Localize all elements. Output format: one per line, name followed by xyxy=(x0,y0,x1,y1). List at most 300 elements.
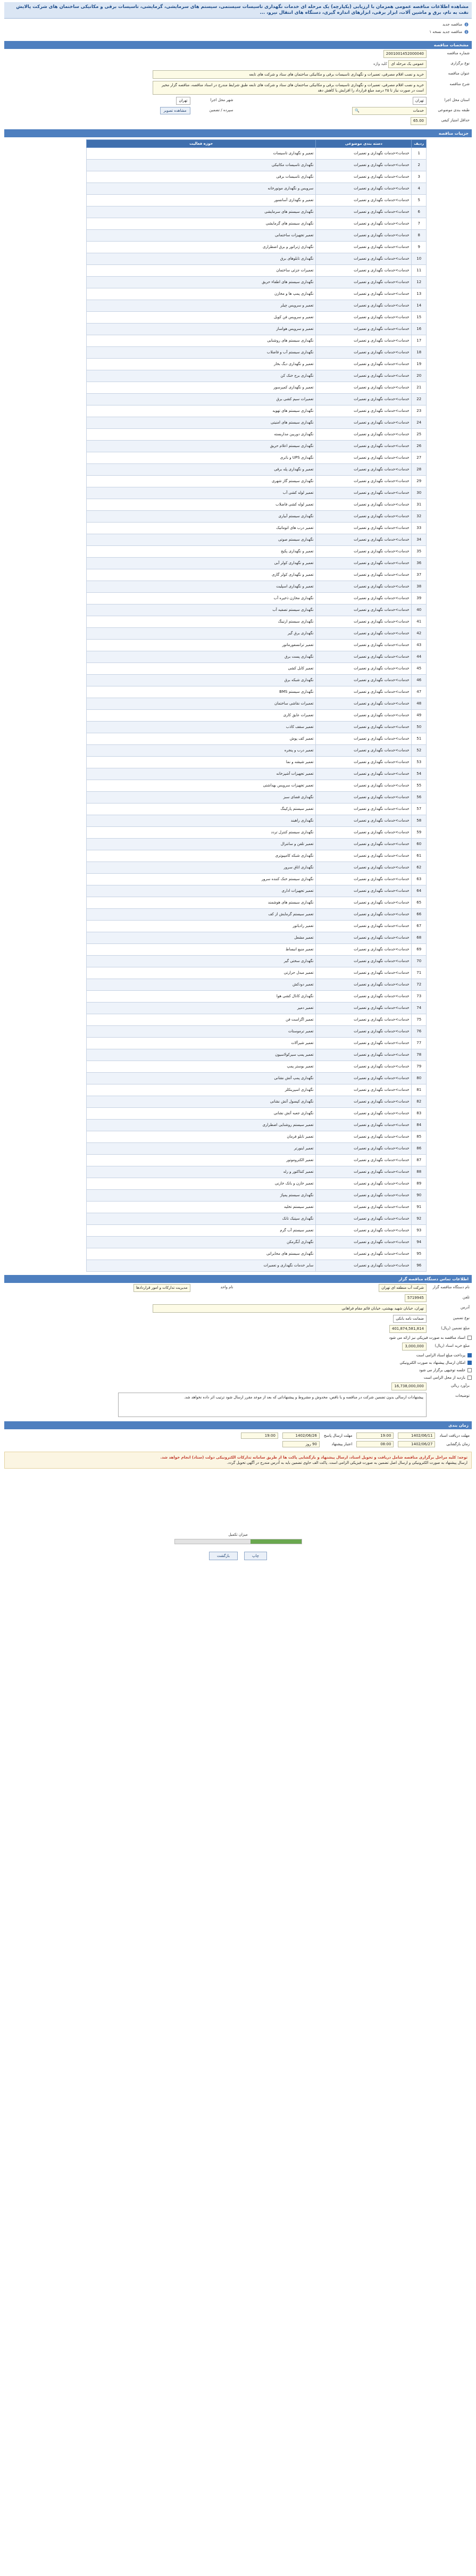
row-group: خدمات>خدمات نگهداری و تعمیرات xyxy=(316,780,412,792)
table-row xyxy=(87,312,427,324)
table-row xyxy=(87,675,427,686)
row-class: نگهداری آبگرمکن xyxy=(87,1237,316,1248)
row-index: 32 xyxy=(412,511,427,523)
row-group: خدمات>خدمات نگهداری و تعمیرات xyxy=(316,195,412,206)
row-class: نگهداری سیستم های هوشمند xyxy=(87,897,316,909)
table-row xyxy=(87,1131,427,1143)
check-3-row xyxy=(4,1359,472,1366)
row-group: خدمات>خدمات نگهداری و تعمیرات xyxy=(316,171,412,183)
row-index: 79 xyxy=(412,1061,427,1073)
desc-field: خرید و نصب اقلام مصرفی، تعمیرات و نگهداری تاسیسات برقی و مکانیکی ساختمان های ستاد و شرکت های تابعه طبق شرایط مندرج در اسناد مناقصه، مناقصه گزار مخیر است در صورت نیاز تا ۲۵ درصد مبلغ قرارداد را افزایش یا کاهش دهد xyxy=(153,81,427,95)
row-group: خدمات>خدمات نگهداری و تعمیرات xyxy=(316,1202,412,1213)
table-row xyxy=(87,757,427,768)
row-index: 11 xyxy=(412,265,427,277)
row-group: خدمات>خدمات نگهداری و تعمیرات xyxy=(316,1225,412,1237)
row-class: نگهداری سپتیک تانک xyxy=(87,1213,316,1225)
row-class: نگهداری پمپ ها و مخازن xyxy=(87,288,316,300)
row-group: خدمات>خدمات نگهداری و تعمیرات xyxy=(316,698,412,710)
table-row xyxy=(87,1155,427,1166)
row-class: تعمیر سیستم پارکینگ xyxy=(87,804,316,815)
row-group: خدمات>خدمات نگهداری و تعمیرات xyxy=(316,1155,412,1166)
row-index: 49 xyxy=(412,710,427,722)
row-group: خدمات>خدمات نگهداری و تعمیرات xyxy=(316,651,412,663)
table-row xyxy=(87,335,427,347)
row-class: سایر خدمات نگهداری و تعمیرات xyxy=(87,1260,316,1272)
buyer-row xyxy=(4,1283,472,1303)
row-class: تعمیر پمپ سیرکولاسیون xyxy=(87,1049,316,1061)
type-keyword: کلید واژه xyxy=(373,62,388,66)
deadline-date: 1402/06/26 xyxy=(282,1432,320,1439)
row-index: 81 xyxy=(412,1084,427,1096)
fee-label: مبلغ خرید اسناد (ریال) xyxy=(435,1344,470,1348)
row-group: خدمات>خدمات نگهداری و تعمیرات xyxy=(316,593,412,604)
table-row xyxy=(87,277,427,288)
row-index: 55 xyxy=(412,780,427,792)
row-index: 51 xyxy=(412,733,427,745)
search-icon: 🔍 xyxy=(355,109,360,113)
row-group: خدمات>خدمات نگهداری و تعمیرات xyxy=(316,1108,412,1120)
row-group: خدمات>خدمات نگهداری و تعمیرات xyxy=(316,417,412,429)
row-class: نگهداری سیستم های سرمایشی xyxy=(87,206,316,218)
table-row xyxy=(87,1061,427,1073)
row-group: خدمات>خدمات نگهداری و تعمیرات xyxy=(316,675,412,686)
notice-no-label: شماره مناقصه xyxy=(447,51,470,55)
row-class: نگهداری کانال کشی هوا xyxy=(87,991,316,1003)
table-row xyxy=(87,979,427,991)
checkbox-electronic[interactable] xyxy=(467,1361,472,1365)
row-index: 61 xyxy=(412,850,427,862)
org-row xyxy=(241,1283,472,1293)
city-label: شهر محل اجرا xyxy=(210,98,233,102)
row-class: تعمیر لوله کشی آب xyxy=(87,487,316,499)
org-field: شرکت آب منطقه ای تهران xyxy=(379,1284,427,1292)
row-class: تعمیر لوله کشی فاضلاب xyxy=(87,499,316,511)
row-group: خدمات>خدمات نگهداری و تعمیرات xyxy=(316,242,412,253)
row-group: خدمات>خدمات نگهداری و تعمیرات xyxy=(316,991,412,1003)
table-row xyxy=(87,710,427,722)
row-index: 36 xyxy=(412,558,427,569)
row-index: 4 xyxy=(412,183,427,195)
view-image-button[interactable]: مشاهده تصویر xyxy=(160,107,190,114)
row-index: 66 xyxy=(412,909,427,921)
row-group: خدمات>خدمات نگهداری و تعمیرات xyxy=(316,464,412,476)
table-row xyxy=(87,1237,427,1248)
deposit-type-label: نوع تضمین xyxy=(453,1316,470,1320)
row-class: تعمیر کابل کشی xyxy=(87,663,316,675)
row-index: 9 xyxy=(412,242,427,253)
row-index: 38 xyxy=(412,581,427,593)
table-row xyxy=(87,593,427,604)
row-index: 43 xyxy=(412,640,427,651)
checkbox-physical-docs[interactable] xyxy=(467,1336,472,1340)
row-class: سرویس و نگهداری موتورخانه xyxy=(87,183,316,195)
table-row xyxy=(87,804,427,815)
row-class: تعمیرات جزئی ساختمان xyxy=(87,265,316,277)
row-index: 86 xyxy=(412,1143,427,1155)
section-items-title: جزییات مناقصه xyxy=(4,129,472,137)
col-index: ردیف xyxy=(412,140,427,148)
row-group: خدمات>خدمات نگهداری و تعمیرات xyxy=(316,558,412,569)
table-row xyxy=(87,534,427,546)
row-index: 22 xyxy=(412,394,427,405)
row-group: خدمات>خدمات نگهداری و تعمیرات xyxy=(316,1049,412,1061)
row-index: 91 xyxy=(412,1202,427,1213)
table-row xyxy=(87,921,427,932)
row-class: نگهداری سیستم های گرمایشی xyxy=(87,218,316,230)
fee-field: 3,000,000 xyxy=(402,1343,427,1351)
row-class: نگهداری مخازن ذخیره آب xyxy=(87,593,316,604)
row-group: خدمات>خدمات نگهداری و تعمیرات xyxy=(316,640,412,651)
table-row xyxy=(87,148,427,160)
row-class: تعمیر مشعل xyxy=(87,932,316,944)
row-index: 69 xyxy=(412,944,427,956)
row-index: 56 xyxy=(412,792,427,804)
estimate-field: 16,738,000,000 xyxy=(391,1382,427,1390)
row-group: خدمات>خدمات نگهداری و تعمیرات xyxy=(316,1073,412,1084)
row-index: 30 xyxy=(412,487,427,499)
row-class: تعمیر تابلو فرمان xyxy=(87,1131,316,1143)
table-row xyxy=(87,429,427,441)
row-group: خدمات>خدمات نگهداری و تعمیرات xyxy=(316,370,412,382)
table-row xyxy=(87,511,427,523)
row-class: نگهداری سیستم های روشنایی xyxy=(87,335,316,347)
row-class: تعمیر تجهیزات ساختمانی xyxy=(87,230,316,242)
checkbox-site-visit[interactable] xyxy=(467,1376,472,1380)
row-class: نگهداری دوربین مداربسته xyxy=(87,429,316,441)
row-group: خدمات>خدمات نگهداری و تعمیرات xyxy=(316,499,412,511)
row-group: خدمات>خدمات نگهداری و تعمیرات xyxy=(316,616,412,628)
phone-field: 5719945 xyxy=(405,1294,427,1302)
table-row xyxy=(87,628,427,640)
checkbox-briefing[interactable] xyxy=(467,1368,472,1372)
table-row xyxy=(87,1225,427,1237)
validity-value: 90 روز xyxy=(282,1441,320,1447)
row-class: تعمیر درب های اتوماتیک xyxy=(87,523,316,534)
status-published xyxy=(7,21,469,28)
items-table-header xyxy=(87,140,427,148)
table-row xyxy=(87,382,427,394)
page-title: مشاهده اطلاعات مناقصه عمومی همزمان با ارزیابی (یکپارچه) یک مرحله ای خدمات نگهداری تاسیسات سیستمی، سیستم های سرمایشی، گرمایشی، تاسیسات برقی و مکانیکی ساختمان های شرکت پالایش نفت به نام، برق و ماشین آلات، ابزار برقی، ابزارهای اندازه گیری، دستگاه های انتقال نیرو، ... xyxy=(4,2,472,19)
row-group: خدمات>خدمات نگهداری و تعمیرات xyxy=(316,253,412,265)
nature-label: طبقه بندی موضوعی xyxy=(438,108,470,112)
deposit-amount-row xyxy=(4,1324,472,1334)
row-class: تعمیر و نگهداری آسانسور xyxy=(87,195,316,206)
row-class: تعمیر سقف کاذب xyxy=(87,722,316,733)
table-row xyxy=(87,523,427,534)
row-class: نگهداری سیستم اعلام حریق xyxy=(87,441,316,452)
row-group: خدمات>خدمات نگهداری و تعمیرات xyxy=(316,359,412,370)
row-class: تعمیر درب و پنجره xyxy=(87,745,316,757)
table-row xyxy=(87,733,427,745)
row-group: خدمات>خدمات نگهداری و تعمیرات xyxy=(316,476,412,487)
nature-value: خدمات xyxy=(413,109,424,113)
note-1: توجه: کلیه مراحل برگزاری مناقصه شامل دریافت و تحویل اسناد، ارسال پیشنهاد و بازگشایی پاکت ها از طریق سامانه تدارکات الکترونیکی دولت (ستاد) انجام خواهد شد. xyxy=(160,1455,467,1460)
row-group: خدمات>خدمات نگهداری و تعمیرات xyxy=(316,1084,412,1096)
row-index: 95 xyxy=(412,1248,427,1260)
row-group: خدمات>خدمات نگهداری و تعمیرات xyxy=(316,183,412,195)
row-class: تعمیر منبع انبساط xyxy=(87,944,316,956)
row-index: 31 xyxy=(412,499,427,511)
row-group: خدمات>خدمات نگهداری و تعمیرات xyxy=(316,1061,412,1073)
check-4-label: جلسه توجیهی برگزار می شود xyxy=(419,1368,465,1372)
row-class: تعمیر سیستم آب گرم xyxy=(87,1225,316,1237)
row-group: خدمات>خدمات نگهداری و تعمیرات xyxy=(316,1026,412,1038)
row-index: 33 xyxy=(412,523,427,534)
row-index: 21 xyxy=(412,382,427,394)
row-group: خدمات>خدمات نگهداری و تعمیرات xyxy=(316,1260,412,1272)
table-row xyxy=(87,1248,427,1260)
row-index: 13 xyxy=(412,288,427,300)
table-row xyxy=(87,874,427,885)
row-group: خدمات>خدمات نگهداری و تعمیرات xyxy=(316,160,412,171)
row-index: 12 xyxy=(412,277,427,288)
row-index: 34 xyxy=(412,534,427,546)
row-group: خدمات>خدمات نگهداری و تعمیرات xyxy=(316,733,412,745)
status-published-label: مناقصه جدید xyxy=(442,22,462,27)
row-group: خدمات>خدمات نگهداری و تعمیرات xyxy=(316,1014,412,1026)
row-class: تعمیر تجهیزات سرویس بهداشتی xyxy=(87,780,316,792)
status-lines xyxy=(4,19,472,38)
table-row xyxy=(87,1014,427,1026)
table-row xyxy=(87,1003,427,1014)
table-row xyxy=(87,300,427,312)
col-class: حوزه فعالیت xyxy=(87,140,316,148)
row-index: 29 xyxy=(412,476,427,487)
quality-row xyxy=(241,116,472,126)
row-index: 35 xyxy=(412,546,427,558)
publish-time: 19:00 xyxy=(356,1432,394,1439)
row-group: خدمات>خدمات نگهداری و تعمیرات xyxy=(316,1096,412,1108)
row-index: 24 xyxy=(412,417,427,429)
checkbox-fee-required[interactable] xyxy=(467,1353,472,1357)
progress-bar xyxy=(174,1539,302,1544)
row-class: نگهداری ژنراتور و برق اضطراری xyxy=(87,242,316,253)
row-class: نگهداری شبکه کامپیوتری xyxy=(87,850,316,862)
table-row xyxy=(87,253,427,265)
row-class: نگهداری سیستم خنک کننده سرور xyxy=(87,874,316,885)
row-class: نگهداری کپسول آتش نشانی xyxy=(87,1096,316,1108)
table-row xyxy=(87,616,427,628)
description-box: پیشنهادات ارسالی بدون تضمین شرکت در مناقصه و یا ناقص، مخدوش و مشروط و پیشنهاداتی که بعد از موعد مقرر ارسال شود ترتیب اثر داده نخواهد شد. xyxy=(118,1393,427,1417)
table-row xyxy=(87,1096,427,1108)
table-row xyxy=(87,722,427,733)
row-class: تعمیر دمپر xyxy=(87,1003,316,1014)
table-row xyxy=(87,1038,427,1049)
title-label: عنوان مناقصه xyxy=(448,71,470,76)
check-3-label: امکان ارسال پیشنهاد به صورت الکترونیکی xyxy=(399,1361,465,1365)
row-class: تعمیر و سرویس فن کویل xyxy=(87,312,316,324)
row-class: نگهداری سیستم تصفیه آب xyxy=(87,604,316,616)
check-row xyxy=(4,106,236,115)
table-row xyxy=(87,347,427,359)
row-index: 40 xyxy=(412,604,427,616)
table-row xyxy=(87,195,427,206)
quality-label: حداقل امتیاز کیفی xyxy=(441,118,470,122)
row-group: خدمات>خدمات نگهداری و تعمیرات xyxy=(316,956,412,967)
fee-row xyxy=(4,1341,472,1352)
row-index: 90 xyxy=(412,1190,427,1202)
row-group: خدمات>خدمات نگهداری و تعمیرات xyxy=(316,1038,412,1049)
row-index: 6 xyxy=(412,206,427,218)
quality-field: 65.00 xyxy=(411,117,427,125)
description-row xyxy=(4,1391,472,1418)
row-index: 19 xyxy=(412,359,427,370)
row-class: نگهداری سیستم صوتی xyxy=(87,534,316,546)
row-group: خدمات>خدمات نگهداری و تعمیرات xyxy=(316,347,412,359)
table-row xyxy=(87,160,427,171)
table-row xyxy=(87,815,427,827)
row-index: 76 xyxy=(412,1026,427,1038)
row-index: 64 xyxy=(412,885,427,897)
row-class: تعمیر شیشه و نما xyxy=(87,757,316,768)
table-row xyxy=(87,476,427,487)
row-index: 92 xyxy=(412,1213,427,1225)
row-class: تعمیر کف پوش xyxy=(87,733,316,745)
row-class: نگهداری سیستم پمپاژ xyxy=(87,1190,316,1202)
notice-no-field: 2001001452000040 xyxy=(383,50,427,58)
row-class: تعمیر ترانسفورماتور xyxy=(87,640,316,651)
row-class: تعمیر تلفن و سانترال xyxy=(87,839,316,850)
row-index: 27 xyxy=(412,452,427,464)
back-button[interactable]: بازگشت xyxy=(209,1552,238,1560)
row-class: تعمیر ترموستات xyxy=(87,1026,316,1038)
row-class: تعمیر تجهیزات اداری xyxy=(87,885,316,897)
row-index: 37 xyxy=(412,569,427,581)
deposit-amount-field: 401,874,581,814 xyxy=(389,1325,427,1333)
row-group: خدمات>خدمات نگهداری و تعمیرات xyxy=(316,1178,412,1190)
row-class: نگهداری سیستم های اطفاء حریق xyxy=(87,277,316,288)
nature-field[interactable] xyxy=(352,107,427,115)
row-index: 44 xyxy=(412,651,427,663)
table-row xyxy=(87,663,427,675)
row-group: خدمات>خدمات نگهداری و تعمیرات xyxy=(316,885,412,897)
table-row xyxy=(87,897,427,909)
table-row xyxy=(87,183,427,195)
opening-label: زمان بازگشایی xyxy=(446,1442,470,1446)
row-class: تعمیر کنتاکتور و رله xyxy=(87,1166,316,1178)
row-class: نگهداری تابلوهای برق xyxy=(87,253,316,265)
table-row xyxy=(87,288,427,300)
table-row xyxy=(87,218,427,230)
unit-field: مدیریت تدارکات و امور قراردادها xyxy=(133,1284,190,1292)
row-class: تعمیرات عایق کاری xyxy=(87,710,316,722)
row-group: خدمات>خدمات نگهداری و تعمیرات xyxy=(316,768,412,780)
table-row xyxy=(87,792,427,804)
footer-actions xyxy=(4,1552,472,1560)
table-row xyxy=(87,171,427,183)
table-row xyxy=(87,1260,427,1272)
table-row xyxy=(87,394,427,405)
row-class: تعمیر بوستر پمپ xyxy=(87,1061,316,1073)
table-row xyxy=(87,230,427,242)
row-group: خدمات>خدمات نگهداری و تعمیرات xyxy=(316,967,412,979)
row-index: 47 xyxy=(412,686,427,698)
row-index: 50 xyxy=(412,722,427,733)
row-class: تعمیر و سرویس چیلر xyxy=(87,300,316,312)
row-class: تعمیر دودکش xyxy=(87,979,316,991)
org-label: نام دستگاه مناقصه گزار xyxy=(432,1285,470,1289)
table-row xyxy=(87,850,427,862)
table-row xyxy=(87,242,427,253)
publish-label: مهلت دریافت اسناد xyxy=(439,1434,470,1438)
row-class: نگهداری سیستم آبیاری xyxy=(87,511,316,523)
table-row xyxy=(87,640,427,651)
province-field: تهران xyxy=(413,97,427,105)
row-class: نگهداری سیستم های مخابراتی xyxy=(87,1248,316,1260)
row-index: 68 xyxy=(412,932,427,944)
table-row xyxy=(87,839,427,850)
row-class: تعمیر سیستم تخلیه xyxy=(87,1202,316,1213)
table-row xyxy=(87,1120,427,1131)
row-index: 65 xyxy=(412,897,427,909)
table-row xyxy=(87,487,427,499)
print-button[interactable]: چاپ xyxy=(244,1552,267,1560)
row-class: تعمیر و نگهداری تاسیسات xyxy=(87,148,316,160)
row-index: 60 xyxy=(412,839,427,850)
table-row xyxy=(87,745,427,757)
check-label: سپرده / تضمین xyxy=(209,108,233,112)
deposit-amount-label: مبلغ تضمین (ریال) xyxy=(441,1326,470,1330)
row-group: خدمات>خدمات نگهداری و تعمیرات xyxy=(316,1213,412,1225)
row-group: خدمات>خدمات نگهداری و تعمیرات xyxy=(316,230,412,242)
table-row xyxy=(87,967,427,979)
row-group: خدمات>خدمات نگهداری و تعمیرات xyxy=(316,850,412,862)
province-row xyxy=(241,96,472,106)
row-index: 41 xyxy=(412,616,427,628)
table-row xyxy=(87,768,427,780)
table-row xyxy=(87,359,427,370)
row-index: 85 xyxy=(412,1131,427,1143)
row-group: خدمات>خدمات نگهداری و تعمیرات xyxy=(316,312,412,324)
deadline-label: مهلت ارسال پاسخ xyxy=(323,1434,353,1438)
row-group: خدمات>خدمات نگهداری و تعمیرات xyxy=(316,897,412,909)
row-group: خدمات>خدمات نگهداری و تعمیرات xyxy=(316,581,412,593)
row-class: تعمیر و سرویس هواساز xyxy=(87,324,316,335)
row-index: 82 xyxy=(412,1096,427,1108)
phone-row xyxy=(241,1293,472,1303)
table-row xyxy=(87,651,427,663)
row-index: 20 xyxy=(412,370,427,382)
row-group: خدمات>خدمات نگهداری و تعمیرات xyxy=(316,839,412,850)
table-row xyxy=(87,569,427,581)
table-row xyxy=(87,324,427,335)
section-schedule-title: زمان بندی xyxy=(4,1421,472,1429)
footer-area xyxy=(4,1469,472,1560)
row-index: 18 xyxy=(412,347,427,359)
check-2-label: پرداخت مبلغ اسناد الزامی است xyxy=(416,1353,465,1357)
row-group: خدمات>خدمات نگهداری و تعمیرات xyxy=(316,405,412,417)
row-class: نگهداری سیستم های تهویه xyxy=(87,405,316,417)
row-index: 67 xyxy=(412,921,427,932)
row-class: نگهداری پست برق xyxy=(87,651,316,663)
row-index: 75 xyxy=(412,1014,427,1026)
row-group: خدمات>خدمات نگهداری و تعمیرات xyxy=(316,218,412,230)
row-group: خدمات>خدمات نگهداری و تعمیرات xyxy=(316,429,412,441)
type-row xyxy=(4,59,472,69)
deadline-time: 19:00 xyxy=(241,1432,278,1439)
row-index: 70 xyxy=(412,956,427,967)
row-group: خدمات>خدمات نگهداری و تعمیرات xyxy=(316,487,412,499)
table-row xyxy=(87,1084,427,1096)
row-index: 48 xyxy=(412,698,427,710)
row-index: 46 xyxy=(412,675,427,686)
row-class: تعمیر خازن و بانک خازنی xyxy=(87,1178,316,1190)
unit-row xyxy=(4,1283,236,1293)
row-index: 93 xyxy=(412,1225,427,1237)
row-group: خدمات>خدمات نگهداری و تعمیرات xyxy=(316,686,412,698)
row-index: 53 xyxy=(412,757,427,768)
table-row xyxy=(87,452,427,464)
